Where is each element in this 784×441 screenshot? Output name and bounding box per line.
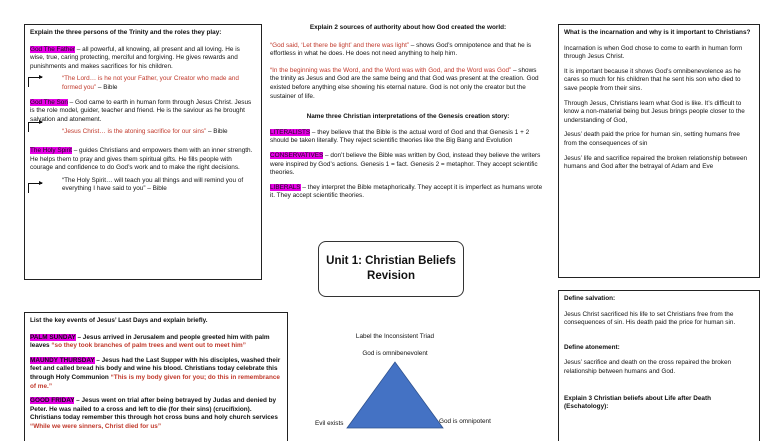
son-text: – God came to earth in human form through Jesus Christ. Jesus is the role model, guider, teacher and friend. He is the saviour as he brought salvation and atonement. bbox=[30, 98, 252, 123]
father-paragraph bbox=[30, 46, 256, 72]
son-quote-block bbox=[30, 128, 256, 137]
incarnation-p1: Incarnation is when God chose to come to earth in human form through Jesus Christ. bbox=[564, 44, 743, 61]
triad-left-label: Evil exists bbox=[315, 420, 344, 427]
literalists-paragraph bbox=[270, 129, 546, 146]
good-friday-label: GOOD FRIDAY bbox=[30, 397, 75, 405]
palm-sunday-text: – Jesus arrived in Jerusalem and people greeted him with palm leaves bbox=[30, 333, 270, 350]
authority-quote-1: “God said, ‘Let there be light’ and there was light” bbox=[270, 41, 410, 49]
palm-sunday-quote: “so they took branches of palm trees and went out to meet him” bbox=[51, 342, 246, 350]
afterlife-heading: Explain 3 Christian beliefs about Life after Death (Eschatology): bbox=[564, 394, 712, 411]
incarnation-p4: Jesus’ death paid the price for human sin, setting humans free from the consequences of sin bbox=[564, 131, 740, 147]
incarnation-p3: Through Jesus, Christians learn what God is like. It’s difficult to know a non-material being but Jesus brings people closer to the understanding of God, bbox=[564, 99, 745, 124]
title-line-1: Unit 1: Christian Beliefs bbox=[326, 255, 456, 267]
son-quote: “Jesus Christ… is the atoning sacrifice for our sins” bbox=[62, 128, 207, 136]
maundy-thursday-paragraph bbox=[30, 357, 282, 391]
maundy-thursday-text: – Jesus had the Last Supper with his disciples, washed their feet and called bread his body and wine his blood. Christians today celebrate this through Holy Communion bbox=[30, 356, 281, 381]
salvation-text: Jesus Christ sacrificed his life to set Christians free from the consequences of sin. His death paid the price for human sin. bbox=[564, 310, 736, 327]
palm-sunday-paragraph bbox=[30, 334, 282, 351]
good-friday-paragraph bbox=[30, 397, 282, 431]
trinity-heading: Explain the three persons of the Trinity and the roles they play: bbox=[30, 29, 222, 36]
father-quote-line bbox=[30, 75, 256, 92]
conservatives-text: – don’t believe the Bible was written by God, instead they believe the writers were inspired by God’s actions. Genesis 1 = fact. Genesis 2 = metaphor. They accept scientific theories. bbox=[270, 151, 541, 177]
triad-heading: Label the Inconsistent Triad bbox=[355, 333, 435, 340]
authority-heading: Explain 2 sources of authority about how God created the world: bbox=[309, 24, 507, 31]
authority-section bbox=[270, 24, 546, 205]
incarnation-p5: Jesus’ life and sacrifice repaired the broken relationship between humans and God after the betrayal of Adam and Eve bbox=[564, 154, 748, 171]
literalists-text: – they believe that the Bible is the actual word of God and that Genesis 1 + 2 should be taken literally. They reject scientific theories like the Big Bang and Evolution bbox=[270, 128, 530, 145]
interpretations-heading: Name three Christian interpretations of the Genesis creation story: bbox=[306, 113, 510, 121]
maundy-thursday-quote: “This is my body given for you; do this in remembrance of me.” bbox=[30, 373, 280, 390]
father-quote: “The Lord… is he not your Father, your Creator who made and formed you” bbox=[62, 75, 239, 91]
authority-source-1 bbox=[270, 42, 546, 59]
literalists-label: LITERALISTS bbox=[270, 128, 311, 136]
triangle-shape bbox=[347, 362, 443, 428]
page-title bbox=[318, 241, 464, 297]
conservatives-label: CONSERVATIVES bbox=[270, 151, 324, 159]
arrow-icon bbox=[28, 122, 42, 132]
father-source: – Bible bbox=[96, 83, 118, 91]
father-text: – all powerful, all knowing, all present and all loving. He is wise, true, caring protecting, merciful and forgiving. He gives rewards and punishments and makes sacrifices for his children. bbox=[30, 45, 240, 70]
authority-quote-2: “In the beginning was the Word, and the Word was with God, and the Word was God” bbox=[270, 66, 512, 74]
son-paragraph bbox=[30, 99, 256, 125]
authority-text-1: – shows God’s omnipotence and that he is effortless in what he does. He does not need anything to help him. bbox=[270, 41, 532, 58]
title-line-2: Revision bbox=[367, 270, 415, 282]
good-friday-text: – Jesus went on trial after being betrayed by Judas and denied by Peter. He was nailed to a cross and left to die (for their sins) (crucifixion). Christians today remember this through hot cross buns and holy church services bbox=[30, 397, 278, 422]
spirit-quote-block bbox=[30, 177, 256, 194]
authority-text-2: – shows the trinity as Jesus and God are the same being and that God was present at the creation. God existed before anything else showing his eternal nature. God is not only the creator but the sustainer of life. bbox=[270, 66, 539, 100]
triad-triangle bbox=[340, 359, 450, 431]
last-days-heading: List the key events of Jesus’ Last Days and explain briefly. bbox=[30, 317, 208, 324]
liberals-paragraph bbox=[270, 184, 546, 201]
last-days-box bbox=[24, 312, 288, 441]
father-quote-block bbox=[30, 75, 256, 92]
salvation-box bbox=[558, 290, 760, 441]
spirit-text: – guides Christians and empowers them with an inner strength. He helps them to pray and gives them spiritual gifts. He fills people with courage and confidence to do God’s work and to make the right decisions. bbox=[30, 146, 253, 172]
arrow-icon bbox=[28, 183, 42, 193]
triad-right-label: God is omnipotent bbox=[439, 418, 491, 425]
atonement-heading: Define atonement: bbox=[564, 343, 620, 351]
incarnation-box bbox=[558, 24, 760, 278]
maundy-thursday-label: MAUNDY THURSDAY bbox=[30, 356, 95, 364]
arrow-icon bbox=[28, 77, 42, 87]
salvation-heading: Define salvation: bbox=[564, 295, 616, 302]
conservatives-paragraph bbox=[270, 152, 546, 178]
atonement-text: Jesus’ sacrifice and death on the cross repaired the broken relationship between humans and God. bbox=[564, 359, 732, 375]
authority-source-2 bbox=[270, 67, 546, 101]
good-friday-quote: “While we were sinners, Christ died for us” bbox=[30, 422, 162, 430]
spirit-quote: “The Holy Spirit… will teach you all things and will remind you of everything I have said to you” bbox=[62, 176, 244, 193]
palm-sunday-label: PALM SUNDAY bbox=[30, 333, 76, 341]
liberals-text: – they interpret the Bible metaphorically. They accept it is imperfect as humans wrote it. They accept scientific theories. bbox=[270, 183, 543, 200]
son-label: God The Son bbox=[30, 98, 68, 106]
spirit-quote-line bbox=[30, 177, 256, 194]
father-label: God The Father bbox=[30, 45, 75, 53]
spirit-label: The Holy Spirit bbox=[30, 146, 72, 154]
son-source: – Bible bbox=[206, 128, 228, 136]
triad-top-label: God is omnibenevolent bbox=[362, 350, 428, 357]
spirit-source: – Bible bbox=[145, 185, 167, 193]
spirit-paragraph bbox=[30, 147, 256, 173]
son-quote-line bbox=[30, 128, 256, 137]
incarnation-p2: It is important because it shows God’s omnibenevolence as he cares so much for his children that he sent his son who died to save people from their sins. bbox=[564, 67, 741, 92]
trinity-box bbox=[24, 24, 262, 280]
liberals-label: LIBERALS bbox=[270, 183, 301, 191]
incarnation-heading: What is the incarnation and why is it important to Christians? bbox=[564, 29, 751, 36]
